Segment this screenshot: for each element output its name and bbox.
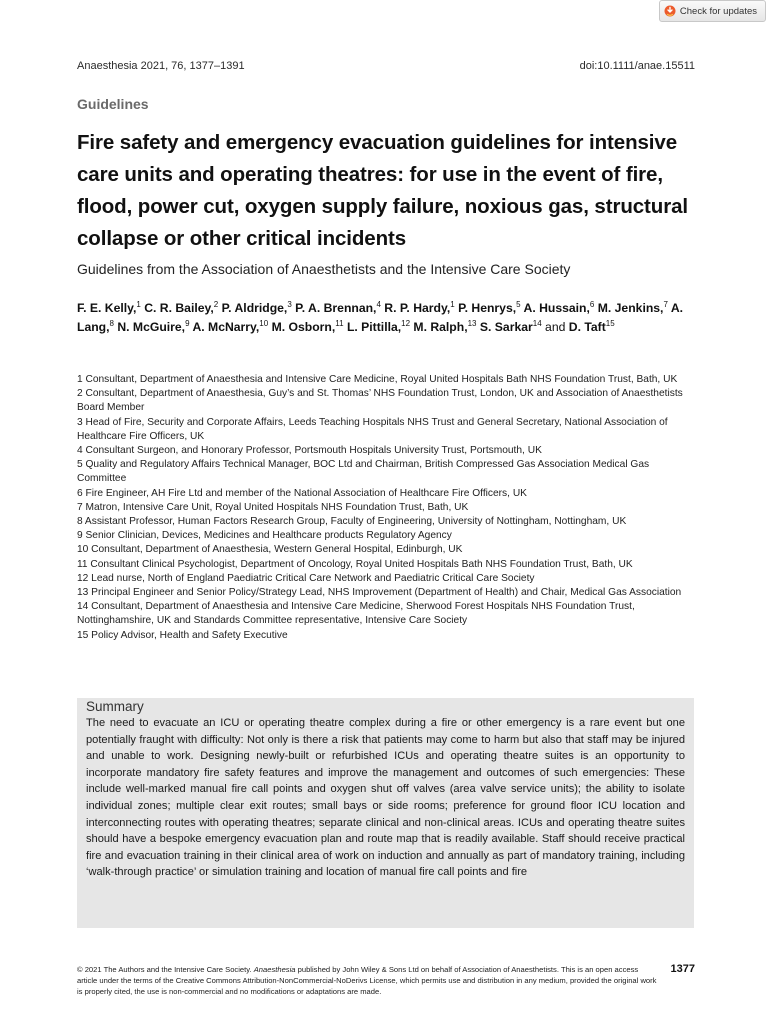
author-affiliation-number[interactable]: 9	[185, 318, 190, 328]
affiliation-item: 12 Lead nurse, North of England Paediatric Critical Care Network and Paediatric Critical Care Society	[77, 572, 535, 584]
author-name: A. Hussain,$^6$	[523, 299, 595, 315]
author-name: N. McGuire,$^9$	[117, 318, 190, 334]
author-affiliation-number[interactable]: 7	[663, 299, 668, 309]
author-affiliation-number[interactable]: 1	[136, 299, 141, 309]
affiliation-item: 1 Consultant, Department of Anaesthesia and Intensive Care Medicine, Royal United Hospitals Bath NHS Foundation Trust, Bath, UK	[77, 374, 678, 385]
author-affiliation-number[interactable]: 3	[287, 299, 292, 309]
copyright-prefix: © 2021 The Authors and the Intensive Care Society.	[77, 965, 252, 974]
affiliation-item: 4 Consultant Surgeon, and Honorary Professor, Portsmouth Hospitals University Trust, Portsmouth, UK	[77, 445, 542, 457]
affiliation-item: 9 Senior Clinician, Devices, Medicines and Healthcare products Regulatory Agency	[77, 530, 452, 542]
summary-box	[77, 698, 694, 928]
journal-name: Anaesthesia	[253, 965, 296, 974]
author-affiliation-number[interactable]: 10	[259, 318, 269, 328]
author-name: A. McNarry,$^{10}$	[192, 318, 269, 334]
author-affiliation-number[interactable]: 11	[335, 318, 344, 328]
author-name: P. A. Brennan,$^4$	[295, 299, 381, 315]
author-name: R. P. Hardy,$^1$	[384, 299, 455, 315]
article-title: Fire safety and emergency evacuation guidelines for intensive care units and operating theatres: for use in the event of fire, flood, power cut, oxygen supply failure, noxious gas, structural collapse or other critical incidents	[77, 131, 688, 250]
affiliation-item: 7 Matron, Intensive Care Unit, Royal United Hospitals NHS Foundation Trust, Bath, UK	[77, 501, 469, 513]
author-name: S. Sarkar$^{14}$	[479, 318, 542, 334]
affiliation-item: 13 Principal Engineer and Senior Policy/Strategy Lead, NHS Improvement (Department of Health) and Chair, Medical Gas Association	[77, 587, 682, 599]
author-list	[77, 299, 697, 336]
author-conjunction: and	[541, 319, 569, 334]
affiliation-item: 8 Assistant Professor, Human Factors Research Group, Faculty of Engineering, University of Nottingham, Nottingham, UK	[77, 516, 627, 528]
page-number: 1377	[670, 963, 695, 975]
affiliation-item: 15 Policy Advisor, Health and Safety Executive	[77, 629, 288, 641]
author-name: P. Aldridge,$^3$	[221, 299, 292, 315]
author-affiliation-number[interactable]: 13	[467, 318, 477, 328]
section-label: Guidelines	[77, 96, 149, 112]
author-affiliation-number[interactable]: 15	[605, 318, 615, 328]
license-text: This is an open access article under the terms of the Creative Commons Attribution-NonCommercial-NoDerivs License, which permits use and distribution in any medium, provided the original work is properly cited, the use is non-commercial and no modifications or adaptations are made.	[77, 965, 657, 997]
check-for-updates-icon	[664, 5, 676, 17]
author-name: P. Henrys,$^5$	[458, 299, 521, 315]
journal-citation: Anaesthesia 2021, 76, 1377–1391	[77, 60, 245, 72]
running-header	[77, 60, 695, 72]
affiliation-item: 2 Consultant, Department of Anaesthesia, Guy’s and St. Thomas’ NHS Foundation Trust, London, UK and Association of Anaesthetists Board Member	[77, 388, 683, 414]
copyright-footer	[77, 964, 657, 998]
author-affiliation-number[interactable]: 8	[109, 318, 114, 328]
affiliation-item: 10 Consultant, Department of Anaesthesia, Western General Hospital, Edinburgh, UK	[77, 544, 463, 556]
affiliation-list	[77, 373, 699, 643]
author-name: C. R. Bailey,$^2$	[144, 299, 219, 315]
author-affiliation-number[interactable]: 1	[450, 299, 455, 309]
author-affiliation-number[interactable]: 14	[532, 318, 542, 328]
summary-heading: Summary	[86, 699, 144, 714]
author-name: F. E. Kelly,$^1$	[77, 299, 141, 315]
author-affiliation-number[interactable]: 4	[376, 299, 381, 309]
author-name: M. Jenkins,$^7$	[597, 299, 668, 315]
doi-link[interactable]: doi:10.1111/anae.15511	[579, 60, 695, 72]
author-affiliation-number[interactable]: 2	[213, 299, 219, 309]
author-affiliation-number[interactable]: 6	[589, 299, 595, 309]
author-name: M. Osborn,$^{11}$	[271, 318, 344, 334]
affiliation-item: 5 Quality and Regulatory Affairs Technical Manager, BOC Ltd and Chairman, British Compressed Gas Association Medical Gas Committee	[77, 459, 650, 485]
affiliation-item: 11 Consultant Clinical Psychologist, Department of Oncology, Royal United Hospitals Bath NHS Foundation Trust, Bath, UK	[77, 558, 633, 570]
author-affiliation-number[interactable]: 5	[516, 299, 521, 309]
article-subtitle: Guidelines from the Association of Anaesthetists and the Intensive Care Society	[77, 261, 571, 277]
summary-text: The need to evacuate an ICU or operating theatre complex during a fire or other emergency is a rare event but one potentially fraught with difficulty: Not only is there a risk that patients may come to harm but also that staff may be injured and unable to work. Designing newly-built or refurbished ICUs and operating theatre suites is an opportunity to incorporate mandatory fire safety features and improve the management and outcomes of such emergencies: These include well-marked manual fire call points and oxygen shut off valves (area valve service units); the ability to isolate individual zones; multiple clear exit routes; small bays or side rooms; preference for ground floor ICU location and interconnecting routes with operating theatres; separate clinical and non-clinical areas. ICUs and operating theatre suites should have a bespoke emergency evacuation plan and route map that is readily available. Staff should receive practical fire and evacuation training in their clinical area of work on induction and annually as part of mandatory training, including ‘walk-through practice’ or simulation training and location of manual fire call points and fire	[86, 717, 685, 879]
check-for-updates-label: Check for updates	[679, 5, 757, 17]
affiliation-item: 6 Fire Engineer, AH Fire Ltd and member of the National Association of Healthcare Fire Officers, UK	[77, 487, 527, 499]
author-name: D. Taft$^{15}$	[568, 318, 615, 334]
author-name: M. Ralph,$^{13}$	[413, 318, 477, 334]
check-for-updates-button[interactable]	[659, 0, 766, 22]
affiliation-item: 3 Head of Fire, Security and Corporate Affairs, Leeds Teaching Hospitals NHS Trust and General Secretary, National Association of Healthcare Fire Officers, UK	[77, 416, 668, 442]
author-name: A. Lang,$^8$	[77, 301, 684, 334]
author-name: L. Pittilla,$^{12}$	[346, 318, 411, 334]
affiliation-item: 14 Consultant, Department of Anaesthesia and Intensive Care Medicine, Sherwood Forest Hospitals NHS Foundation Trust, Nottinghamshire, UK and Standards Committee representative, Intensive Care Society	[77, 601, 635, 627]
author-affiliation-number[interactable]: 12	[401, 318, 411, 328]
copyright-suffix: published by John Wiley & Sons Ltd on behalf of Association of Anaesthetists.	[297, 965, 559, 974]
